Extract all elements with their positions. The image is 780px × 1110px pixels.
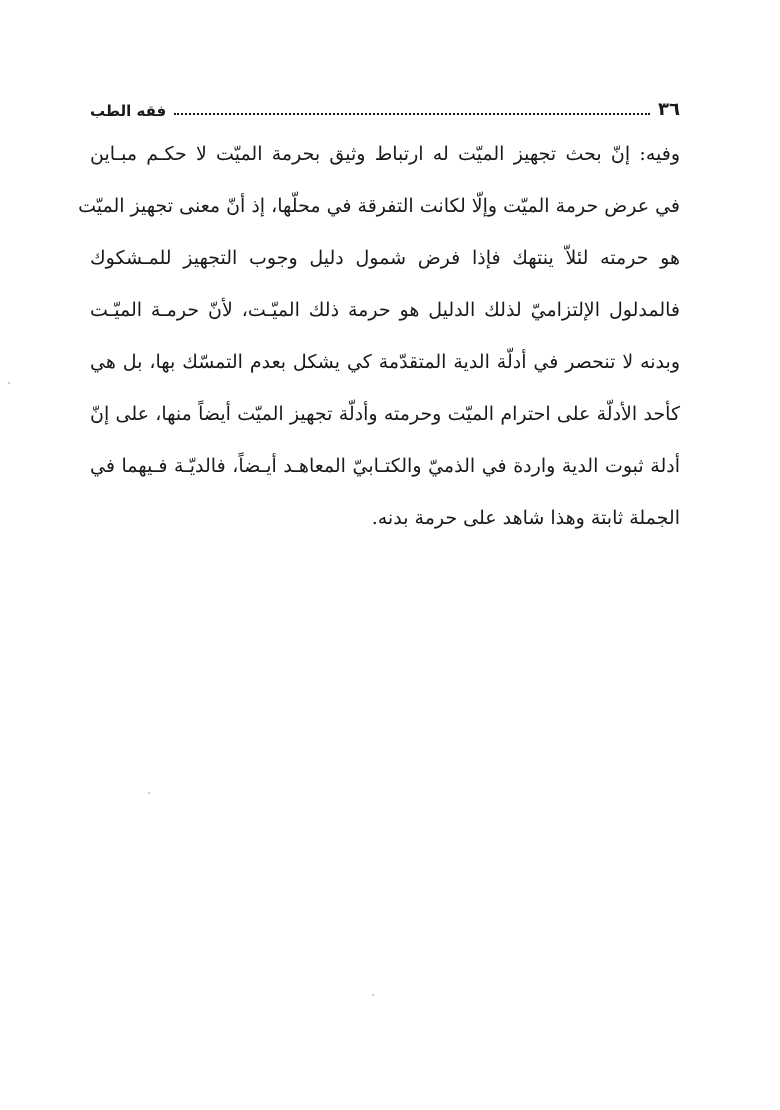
scan-speck: [372, 994, 374, 996]
text-line: كأحد الأدلّة على احترام الميّت وحرمته وأدلّة تجهيز الميّت أيضاً منها، على إنّ: [90, 403, 680, 425]
text-line: فالمدلول الإلتزاميّ لذلك الدليل هو حرمة ذلك الميّـت، لأنّ حرمـة الميّـت: [90, 299, 680, 321]
dotted-leader: [174, 112, 650, 115]
text-line: وبدنه لا تنحصر في أدلّة الدية المتقدّمة كي يشكل بعدم التمسّك بها، بل هي: [90, 351, 680, 373]
text-line: هو حرمته لئلاّ ينتهك فإذا فرض شمول دليل وجوب التجهيز للمـشكوك: [90, 247, 680, 269]
page-header: [90, 88, 680, 120]
running-title: فقه الطب: [90, 102, 167, 120]
text-line: في عرض حرمة الميّت وإلّا لكانت التفرقة في محلّها، إذ أنّ معنى تجهيز الميّت: [78, 195, 680, 217]
body-paragraph: [78, 128, 680, 544]
scan-speck: [148, 792, 150, 794]
scan-speck: [8, 382, 10, 384]
text-line: وفيه: إنّ بحث تجهيز الميّت له ارتباط وثيق بحرمة الميّت لا حكـم مبـاين: [90, 143, 680, 165]
page-number: ٣٦: [658, 99, 680, 120]
text-line: الجملة ثابتة وهذا شاهد على حرمة بدنه.: [371, 507, 680, 529]
text-line: أدلة ثبوت الدية واردة في الذميّ والكتـابيّ المعاهـد أيـضاً، فالديّـة فـيهما في: [90, 455, 680, 477]
